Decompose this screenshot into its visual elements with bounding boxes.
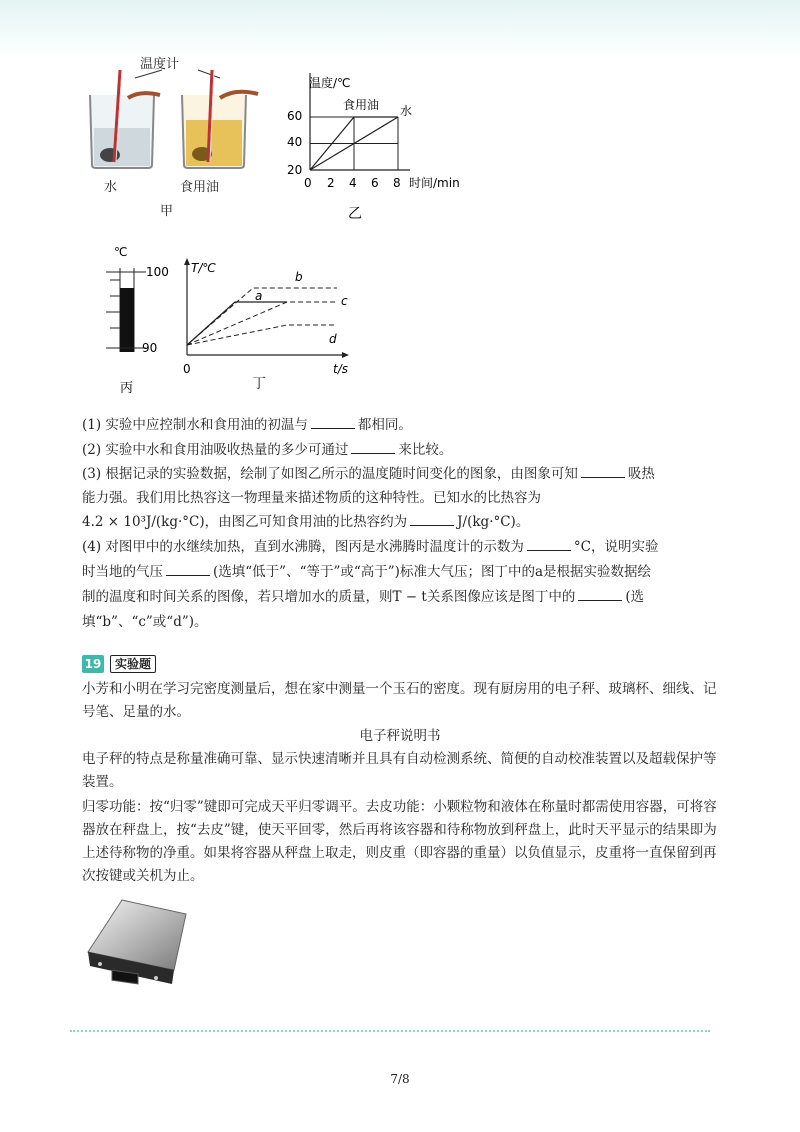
question-3-line-1	[82, 464, 655, 484]
manual-title: 电子秤说明书	[359, 728, 441, 744]
figure-yi-chart	[285, 65, 485, 225]
ding-origin: 0	[183, 362, 191, 376]
series-oil-label: 食用油	[343, 98, 380, 112]
q4-line1-after: °C，说明实验	[573, 539, 659, 555]
problem-type-badge: 实验题	[110, 655, 156, 673]
oil-label: 食用油	[180, 180, 220, 195]
q4-blank-1[interactable]	[527, 538, 571, 551]
bing-bottom-label: 90	[142, 341, 158, 355]
q3-line1-before: 根据记录的实验数据，绘制了如图乙所示的温度随时间变化的图象，由图象可知	[105, 466, 578, 482]
mercury-column	[120, 288, 134, 352]
y-tick-40: 40	[287, 135, 303, 149]
question-4-line-1	[82, 537, 659, 557]
ding-y-label: T/℃	[191, 261, 216, 275]
figure-jia-caption: 甲	[160, 204, 174, 219]
q4-blank-2[interactable]	[166, 563, 210, 576]
water-label: 水	[104, 180, 118, 195]
question-4-line-3	[82, 587, 644, 607]
x-tick-0: 0	[304, 176, 312, 190]
y-tick-20: 20	[287, 163, 303, 177]
question-3-line-2: 能力强。我们用比热容这一物理量来描述物质的这种特性。已知水的比热容为	[82, 490, 541, 506]
electronic-scale-image	[82, 892, 192, 1000]
q1-text-after: 都相同。	[357, 417, 412, 433]
x-axis-label: 时间/min	[409, 176, 460, 190]
x-tick-4: 4	[349, 176, 357, 190]
ding-label-a: a	[255, 289, 263, 303]
problem-19-intro: 小芳和小明在学习完密度测量后，想在家中测量一个玉石的密度。现有厨房用的电子秤、玻璃杯、细线、记号笔、足量的水。	[82, 681, 717, 720]
q3-line1-after: 吸热	[627, 466, 655, 482]
series-water-label: 水	[400, 104, 413, 118]
page-number: 7/8	[390, 1072, 410, 1086]
question-1	[82, 415, 412, 435]
ding-line-c	[187, 302, 337, 345]
q1-text-before: 实验中应控制水和食用油的初温与	[105, 417, 308, 433]
q2-text-before: 实验中水和食用油吸收热量的多少可通过	[105, 442, 349, 458]
y-axis-label: 温度/℃	[309, 76, 351, 90]
q1-number: (1)	[82, 417, 102, 433]
y-tick-60: 60	[287, 109, 303, 123]
q1-blank[interactable]	[311, 416, 355, 429]
figure-bing-caption: 丙	[120, 381, 134, 396]
footer-divider	[70, 1030, 710, 1032]
q3-blank-1[interactable]	[581, 465, 625, 478]
q4-line2-after: (选填“低于”、“等于”或“高于”)标准大气压；图丁中的a是根据实验数据绘	[213, 564, 651, 580]
figure-ding	[175, 255, 375, 390]
q2-blank[interactable]	[351, 441, 395, 454]
q4-line1-before: 对图甲中的水继续加热，直到水沸腾，图丙是水沸腾时温度计的示数为	[105, 539, 524, 555]
manual-paragraph-1: 电子秤的特点是称量准确可靠、显示快速清晰并且具有自动检测系统、简便的自动校准装置以及超载保护等装置。	[82, 751, 717, 790]
q2-text-after: 来比较。	[398, 442, 453, 458]
question-3-line-3	[82, 512, 529, 532]
q4-line3-before: 制的温度和时间关系的图像，若只增加水的质量，则T − t关系图像应该是图丁中的	[82, 589, 576, 605]
q4-number: (4)	[82, 539, 102, 555]
q3-line3-before: 4.2 × 10³J/(kg·°C)，由图乙可知食用油的比热容约为	[82, 514, 408, 530]
x-tick-2: 2	[327, 176, 335, 190]
q4-blank-3[interactable]	[578, 588, 622, 601]
q4-line3-after: (选	[625, 589, 645, 605]
ding-label-c: c	[341, 294, 348, 308]
bing-top-label: 100	[146, 265, 169, 279]
ding-label-d: d	[329, 332, 337, 346]
thermometer-label: 温度计	[140, 57, 180, 72]
question-2	[82, 440, 452, 460]
figure-bing	[100, 240, 180, 400]
x-tick-8: 8	[393, 176, 401, 190]
q3-number: (3)	[82, 466, 102, 482]
bing-unit: ℃	[114, 245, 128, 259]
figure-ding-caption: 丁	[252, 376, 266, 392]
ding-label-b: b	[295, 270, 303, 284]
manual-paragraph-2: 归零功能：按“归零”键即可完成天平归零调平。去皮功能：小颗粒物和液体在称量时都需使用容器，可将容器放在秤盘上，按“去皮”键，使天平回零，然后再将该容器和待称物放到秤盘上，此时天平显示的结果即为上述待称物的净重。如果将容器从秤盘上取走，则皮重（即容器的重量）以负值显示，皮重将一直保留到再次按键或关机为止。	[82, 799, 717, 884]
q4-line2-before: 时当地的气压	[82, 564, 163, 580]
question-4-line-2	[82, 562, 651, 582]
q3-blank-2[interactable]	[410, 513, 454, 526]
question-4-line-4: 填“b”、“c”或“d”)。	[82, 614, 208, 630]
problem-number-badge: 19	[82, 655, 104, 673]
x-tick-6: 6	[371, 176, 379, 190]
figure-yi-caption: 乙	[348, 206, 362, 222]
q3-line3-after: J/(kg·°C)。	[457, 514, 530, 530]
q2-number: (2)	[82, 442, 102, 458]
ding-x-label: t/s	[333, 362, 348, 376]
